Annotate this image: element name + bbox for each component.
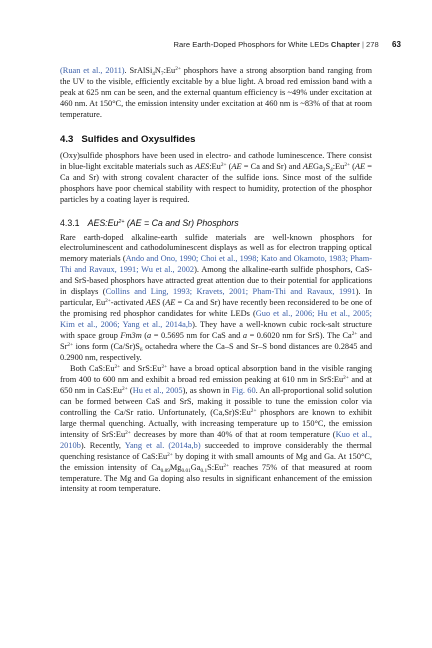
page-number: 63 [392,40,401,49]
figure-link[interactable]: Fig. 60 [231,385,256,395]
paragraph-alkaline-earth-sulfides: Rare earth-doped alkaline-earth sulfide materials are well-known phosphors for electroluminescent and cathodoluminescent displays as well as for electron trapping optical memory materials (Ando and Ono, 1990; Choi et al., 1998; Kato and Okamoto, 1983; Pham-Thi and Ravaux, 1991; Wu et al., 2002). Among the alkaline-earth sulfide phosphors, CaS- and SrS-based phosphors have attracted great attention due to their potential for applications in displays (Collins and Ling, 1993; Kravets, 2001; Pham-Thi and Ravaux, 1991). In particular, $Eu^{2+}$-activated AES (AE = Ca and Sr) have recently been reconsidered to be one of the promising red phosphor candidates for white LEDs (Guo et al., 2006; Hu et al., 2005; Kim et al., 2006; Yang et al., 2014a,b). They have a well-known cubic rock-salt structure with space group Fm3m (a = 0.5695 nm for CaS and a = 0.6020 nm for SrS). The $Ca^{2+}$ and $Sr^{2+}$ ions form $(Ca/Sr)S_6$ octahedra where the Ca–S and Sr–S bond distances are 0.2845 and 0.2900 nm, respectively. [60,232,373,363]
paragraph-cas-srs-emission: Both $CaS:Eu^{2+}$ and $SrS:Eu^{2+}$ have a broad optical absorption band in the visible ranging from 400 to 600 nm and exhibit a broad red emission peaking at 610 nm in $SrS:Eu^{2+}$ and at 650 nm in $CaS:Eu^{2+}$ (Hu et al., 2005), as shown in Fig. 60. An all-proportional solid solution can be formed between CaS and SrS, making it possible to tune the emission color via controlling the Ca/Sr ratio. Unfortunately, $(Ca,Sr)S:Eu^{2+}$ phosphors are known to exhibit large thermal quenching. Actually, with increasing temperature up to 150°C, the emission intensity of $SrS:Eu^{2+}$ decreases by more than 40% of that at room temperature (Kuo et al., 2010b). Recently, Yang et al. (2014a,b) succeeded to improve considerably the thermal quenching resistance of $CaS:Eu^{2+}$ by doping it with small amounts of Mg and Ga. At 150°C, the emission intensity of $Ca_{0.89}Mg_{0.01}Ga_{0.1}S:Eu^{2+}$ reaches 75% of that measured at room temperature. The Mg and Ga doping also results in significant enhancement of the emission intensity at room temperature. [60,363,373,494]
running-head-separator: | [361,40,364,49]
citation-link[interactable]: Hu et al., 2005 [132,385,183,395]
section-number: 4.3 [60,133,74,145]
subsection-number: 4.3.1 [60,217,80,228]
citation-link[interactable]: Ando and Ono, 1990; Choi et al., 1998; Kato and Okamoto, 1983; Pham-Thi and Ravaux, 1991; Wu et al., 2002 [60,254,372,275]
citation-link[interactable]: Collins and Ling, 1993; Kravets, 2001; Pham-Thi and Ravaux, 1991 [105,287,356,297]
subsection-title: $AES:Eu^{2+}$ (AE = Ca and Sr) Phosphors [87,217,239,228]
citation-link[interactable]: (Ruan et al., 2011) [60,66,125,75]
running-head [173,40,401,49]
paragraph-oxysulfide-intro: (Oxy)sulfide phosphors have been used in electro- and cathode luminescence. There consist in blue-light excitable materials such as $AES:Eu^{2+}$ (AE = Ca and Sr) and $AEGa_2S_4:Eu^{2+}$ (AE = Ca and Sr) with strong covalent character of the sulfide ions. Since most of the sulfide phosphors have poor chemical stability with respect to humidity, protection of the phosphor particles by a coating layer is required. [60,150,372,204]
paragraph-srAlSi4N7: (Ruan et al., 2011). $SrAlSi_4N_7:Eu^{2+}$ phosphors have a strong absorption band ranging from the UV to the visible, efficiently excitable by a blue light. A broad red emission band with a peak at 625 nm can be seen, and the external quantum efficiency is ~49% under excitation at 460 nm. At 150°C, the emission intensity under excitation at 460 nm is ~83% of that at room temperature. [60,65,372,119]
section-title: Sulfides and Oxysulfides [81,133,196,145]
citation-link[interactable]: Kuo et al., 2010b [60,429,372,450]
section-heading [60,134,372,146]
subsection-heading [60,217,372,229]
running-head-title: Rare Earth-Doped Phosphors for White LEDs [173,40,329,49]
running-head-chapter-label: Chapter [330,40,360,49]
citation-link[interactable]: Guo et al., 2006; Hu et al., 2005; Kim et al., 2006; Yang et al., 2014a,b [60,309,372,330]
citation-link[interactable]: Yang et al. (2014a,b) [124,440,201,450]
running-head-chapter-page: 278 [366,40,379,49]
body-text [60,66,372,495]
